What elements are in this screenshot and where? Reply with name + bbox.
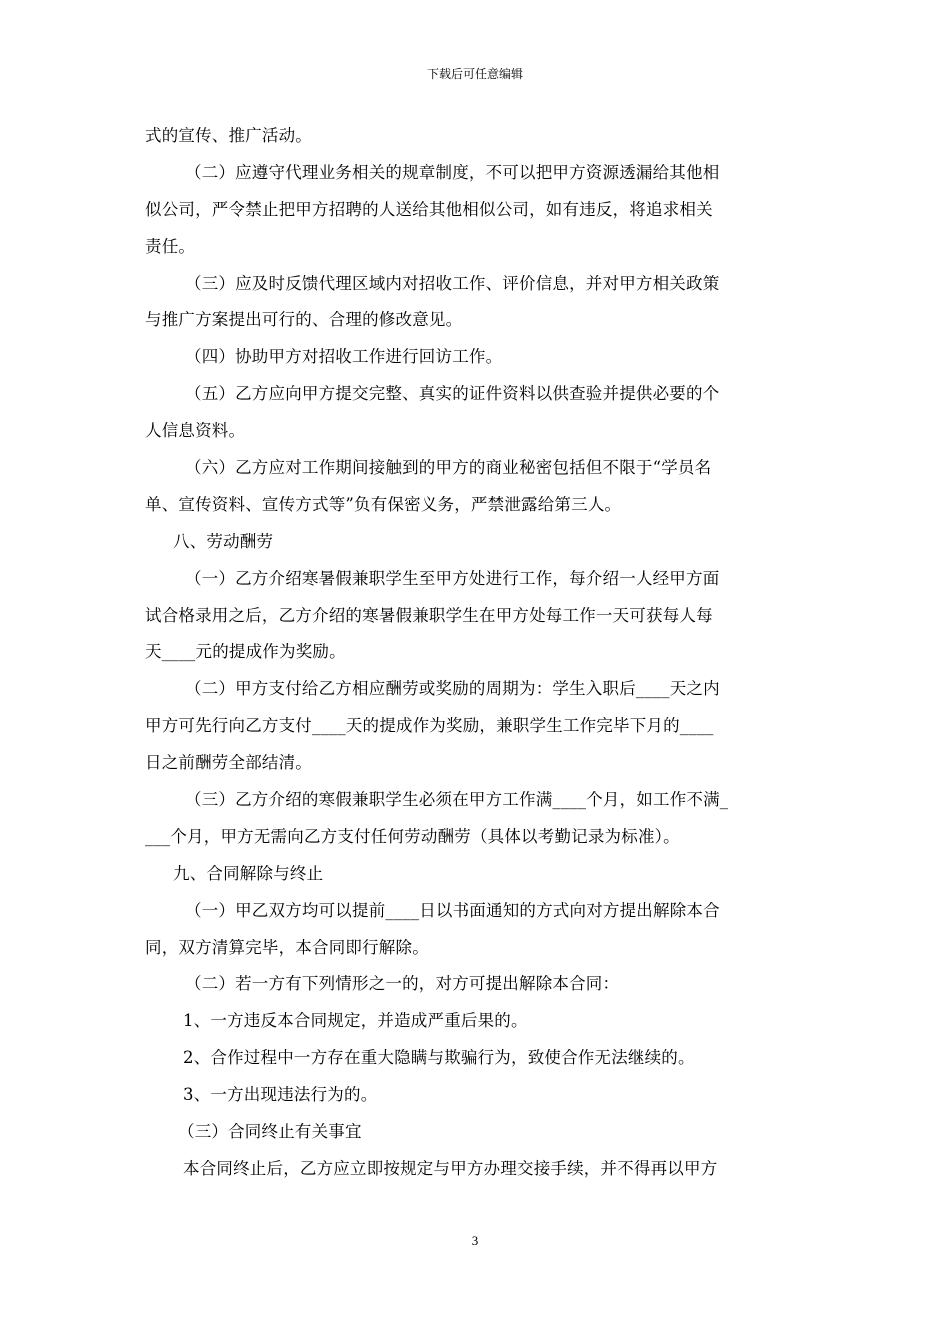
text-line: 试合格录用之后，乙方介绍的寒暑假兼职学生在甲方处每工作一天可获每人每	[145, 605, 713, 625]
text-line: 九、合同解除与终止	[173, 863, 324, 883]
text-line: 与推广方案提出可行的、合理的修改意见。	[145, 310, 463, 330]
text-line: 天____元的提成作为奖励。	[145, 642, 346, 662]
text-line: （三）应及时反馈代理区域内对招收工作、评价信息，并对甲方相关政策	[185, 273, 720, 293]
page-number: 3	[471, 1233, 479, 1248]
text-line: 日之前酬劳全部结清。	[145, 753, 312, 773]
text-line: （四）协助甲方对招收工作进行回访工作。	[185, 347, 503, 367]
text-line: 同，双方清算完毕，本合同即行解除。	[145, 937, 429, 957]
page-header: 下载后可任意编辑	[426, 67, 523, 81]
text-line: 式的宣传、推广活动。	[145, 126, 312, 145]
text-line: 3、一方出现违法行为的。	[183, 1085, 378, 1105]
text-line: 2、合作过程中一方存在重大隐瞒与欺骗行为，致使合作无法继续的。	[183, 1048, 695, 1068]
text-line: （二）甲方支付给乙方相应酬劳或奖励的周期为：学生入职后____天之内	[185, 679, 720, 699]
text-line: （一）甲乙双方均可以提前____日以书面通知的方式向对方提出解除本合	[185, 900, 720, 920]
text-line: 八、劳动酬劳	[173, 531, 274, 551]
text-line: （二）应遵守代理业务相关的规章制度，不可以把甲方资源透漏给其他相	[185, 162, 720, 182]
text-line: （三）乙方介绍的寒假兼职学生必须在甲方工作满____个月，如工作不满_	[185, 790, 729, 810]
text-line: （一）乙方介绍寒暑假兼职学生至甲方处进行工作，每介绍一人经甲方面	[185, 568, 720, 588]
text-line: 单、宣传资料、宣传方式等”负有保密义务，严禁泄露给第三人。	[145, 494, 622, 514]
text-line: ___个月，甲方无需向乙方支付任何劳动酬劳（具体以考勤记录为标准）。	[145, 826, 680, 846]
text-line: 人信息资料。	[145, 421, 246, 441]
text-line: 似公司，严令禁止把甲方招聘的人送给其他相似公司，如有违反，将追求相关	[145, 199, 713, 219]
text-line: 本合同终止后，乙方应立即按规定与甲方办理交接手续，并不得再以甲方	[183, 1158, 718, 1178]
text-line: 甲方可先行向乙方支付____天的提成作为奖励，兼职学生工作完毕下月的____	[145, 716, 714, 736]
text-line: （二）若一方有下列情形之一的，对方可提出解除本合同：	[185, 974, 620, 994]
text-line: 1、一方违反本合同规定，并造成严重后果的。	[183, 1011, 528, 1031]
text-line: 责任。	[145, 236, 196, 256]
text-line: （六）乙方应对工作期间接触到的甲方的商业秘密包括但不限于“学员名	[185, 458, 712, 478]
text-line: （三）合同终止有关事宜	[178, 1122, 362, 1142]
text-line: （五）乙方应向甲方提交完整、真实的证件资料以供查验并提供必要的个	[185, 384, 720, 404]
document-body	[145, 118, 807, 1188]
